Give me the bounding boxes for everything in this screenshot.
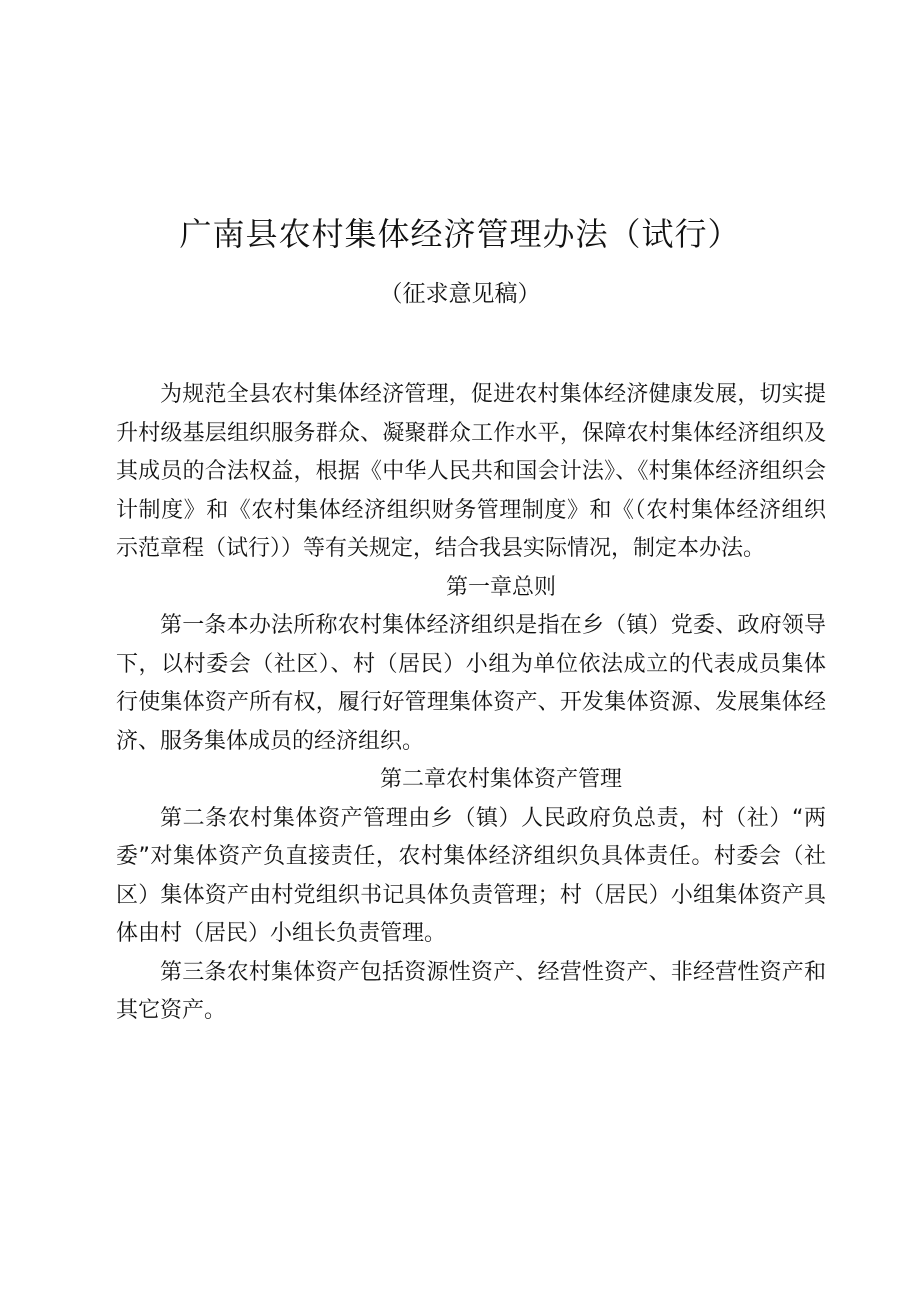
chapter-1-heading: 第一章总则: [445, 574, 556, 600]
article-1-paragraph: 第一条本办法所称农村集体经济组织是指在乡（镇）党委、政府领导下，以村委会（社区）、村（居民）小组为单位依法成立的代表成员集体行使集体资产所有权，履行好管理集体资产、开发集体资源、发展集体经济、服务集体成员的经济组织。: [116, 613, 826, 754]
article-2-paragraph: 第二条农村集体资产管理由乡（镇）人民政府负总责，村（社）“两委”对集体资产负直接责任，农村集体经济组织负具体责任。村委会（社区）集体资产由村党组织书记具体负责管理；村（居民）小组集体资产具体由村（居民）小组长负责管理。: [116, 805, 826, 946]
chapter-2-heading: 第二章农村集体资产管理: [379, 767, 622, 792]
document-body: [116, 376, 826, 1031]
document-title: 广南县农村集体经济管理办法（试行）: [179, 215, 741, 253]
article-3-paragraph: 第三条农村集体资产包括资源性资产、经营性资产、非经营性资产和其它资产。: [116, 959, 826, 1023]
document-subtitle: （征求意见稿）: [379, 281, 541, 307]
intro-paragraph: 为规范全县农村集体经济管理，促进农村集体经济健康发展，切实提升村级基层组织服务群众、凝聚群众工作水平，保障农村集体经济组织及其成员的合法权益，根据《中华人民共和国会计法》、《村集体经济组织会计制度》和《农村集体经济组织财务管理制度》和《（农村集体经济组织示范章程（试行））等有关规定，结合我县实际情况，制定本办法。: [116, 382, 826, 561]
